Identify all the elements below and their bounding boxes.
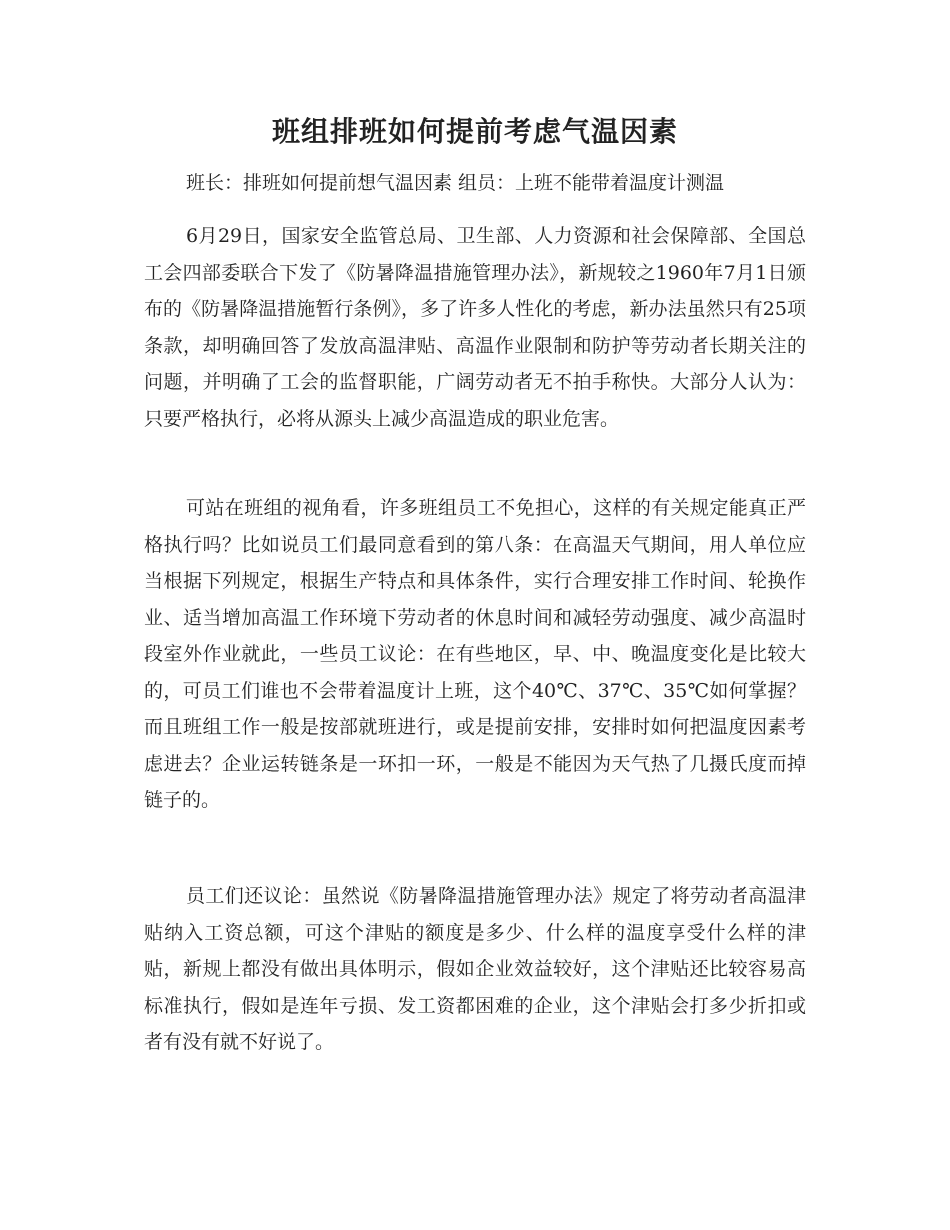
paragraph-2: 可站在班组的视角看，许多班组员工不免担心，这样的有关规定能真正严格执行吗？比如说员工们最同意看到的第八条：在高温天气期间，用人单位应当根据下列规定，根据生产特点和具体条件，实行合理安排工作时间、轮换作业、适当增加高温工作环境下劳动者的休息时间和减轻劳动强度、减少高温时段室外作业就此，一些员工议论：在有些地区，早、中、晚温度变化是比较大的，可员工们谁也不会带着温度计上班，这个40℃、37℃、35℃如何掌握？而且班组工作一般是按部就班进行，或是提前安排，安排时如何把温度因素考虑进去？企业运转链条是一环扣一环，一般是不能因为天气热了几摄氏度而掉链子的。 [144, 497, 806, 811]
document-title: 班组排班如何提前考虑气温因素 [271, 115, 678, 148]
document-subtitle: 班长：排班如何提前想气温因素 组员：上班不能带着温度计测温 [186, 172, 725, 194]
paragraph-1: 6月29日，国家安全监管总局、卫生部、人力资源和社会保障部、全国总工会四部委联合下发了《防暑降温措施管理办法》，新规较之1960年7月1日颁布的《防暑降温措施暂行条例》，多了许多人性化的考虑，新办法虽然只有25项条款，却明确回答了发放高温津贴、高温作业限制和防护等劳动者长期关注的问题，并明确了工会的监督职能，广阔劳动者无不拍手称快。大部分人认为：只要严格执行，必将从源头上减少高温造成的职业危害。 [144, 225, 806, 430]
paragraph-3: 员工们还议论：虽然说《防暑降温措施管理办法》规定了将劳动者高温津贴纳入工资总额，可这个津贴的额度是多少、什么样的温度享受什么样的津贴，新规上都没有做出具体明示，假如企业效益较好，这个津贴还比较容易高标准执行，假如是连年亏损、发工资都困难的企业，这个津贴会打多少折扣或者有没有就不好说了。 [144, 885, 806, 1053]
